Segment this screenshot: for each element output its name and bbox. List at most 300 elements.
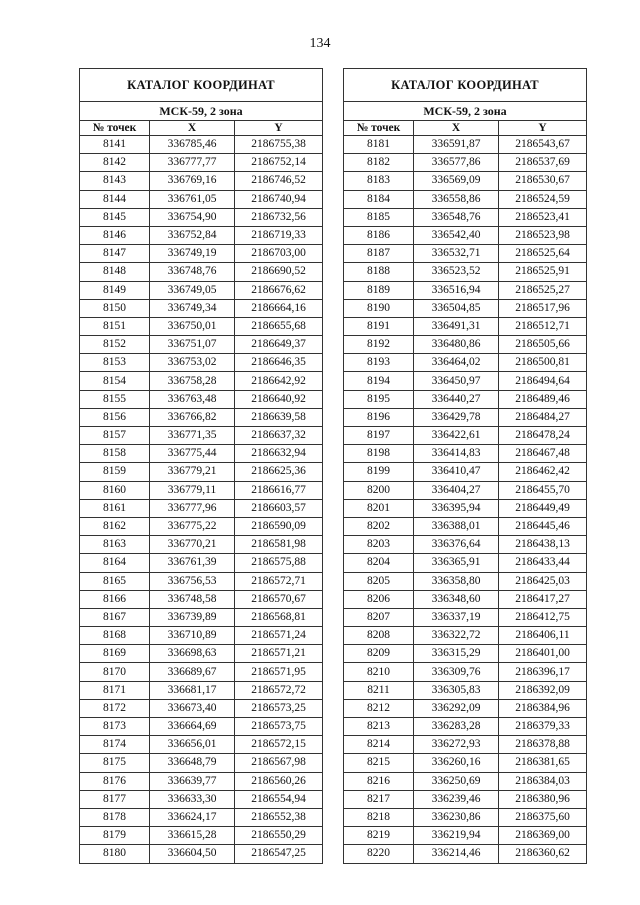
x-coordinate-cell: 336577,86: [414, 154, 499, 172]
y-coordinate-cell: 2186554,94: [235, 790, 323, 808]
table-row: [344, 299, 587, 317]
y-coordinate-cell: 2186625,36: [235, 463, 323, 481]
x-coordinate-cell: 336753,02: [150, 354, 235, 372]
point-number-cell: 8178: [80, 808, 150, 826]
x-coordinate-cell: 336749,19: [150, 245, 235, 263]
y-coordinate-cell: 2186581,98: [235, 536, 323, 554]
x-coordinate-cell: 336624,17: [150, 808, 235, 826]
y-coordinate-cell: 2186494,64: [499, 372, 587, 390]
table-row: [80, 245, 323, 263]
table-row: [80, 172, 323, 190]
x-coordinate-cell: 336748,76: [150, 263, 235, 281]
x-coordinate-cell: 336749,34: [150, 299, 235, 317]
table-row: [80, 463, 323, 481]
table-row: [344, 263, 587, 281]
y-coordinate-cell: 2186572,72: [235, 681, 323, 699]
y-coordinate-cell: 2186537,69: [499, 154, 587, 172]
y-coordinate-cell: 2186462,42: [499, 463, 587, 481]
catalog-zone: МСК-59, 2 зона: [80, 102, 323, 121]
column-header-y: Y: [235, 121, 323, 136]
x-coordinate-cell: 336309,76: [414, 663, 499, 681]
table-row: [80, 718, 323, 736]
point-number-cell: 8200: [344, 481, 414, 499]
x-coordinate-cell: 336591,87: [414, 136, 499, 154]
x-coordinate-cell: 336710,89: [150, 627, 235, 645]
y-coordinate-cell: 2186512,71: [499, 317, 587, 335]
y-coordinate-cell: 2186567,98: [235, 754, 323, 772]
y-coordinate-cell: 2186378,88: [499, 736, 587, 754]
catalog-body: [80, 136, 323, 864]
table-row: [80, 390, 323, 408]
y-coordinate-cell: 2186550,29: [235, 827, 323, 845]
y-coordinate-cell: 2186632,94: [235, 445, 323, 463]
x-coordinate-cell: 336775,44: [150, 445, 235, 463]
table-row: [80, 445, 323, 463]
table-row: [344, 827, 587, 845]
x-coordinate-cell: 336777,96: [150, 499, 235, 517]
point-number-cell: 8216: [344, 772, 414, 790]
point-number-cell: 8205: [344, 572, 414, 590]
point-number-cell: 8161: [80, 499, 150, 517]
y-coordinate-cell: 2186425,03: [499, 572, 587, 590]
table-row: [80, 408, 323, 426]
table-row: [344, 845, 587, 863]
page-number: 134: [309, 36, 331, 51]
point-number-cell: 8171: [80, 681, 150, 699]
point-number-cell: 8188: [344, 263, 414, 281]
y-coordinate-cell: 2186570,67: [235, 590, 323, 608]
y-coordinate-cell: 2186455,70: [499, 481, 587, 499]
table-row: [80, 645, 323, 663]
point-number-cell: 8193: [344, 354, 414, 372]
y-coordinate-cell: 2186642,92: [235, 372, 323, 390]
y-coordinate-cell: 2186603,57: [235, 499, 323, 517]
point-number-cell: 8150: [80, 299, 150, 317]
column-header-y: Y: [499, 121, 587, 136]
x-coordinate-cell: 336404,27: [414, 481, 499, 499]
y-coordinate-cell: 2186639,58: [235, 408, 323, 426]
point-number-cell: 8172: [80, 699, 150, 717]
point-number-cell: 8220: [344, 845, 414, 863]
point-number-cell: 8212: [344, 699, 414, 717]
x-coordinate-cell: 336395,94: [414, 499, 499, 517]
x-coordinate-cell: 336770,21: [150, 536, 235, 554]
column-header-x: X: [414, 121, 499, 136]
table-row: [344, 190, 587, 208]
point-number-cell: 8210: [344, 663, 414, 681]
table-row: [344, 208, 587, 226]
y-coordinate-cell: 2186517,96: [499, 299, 587, 317]
point-number-cell: 8155: [80, 390, 150, 408]
point-number-cell: 8176: [80, 772, 150, 790]
y-coordinate-cell: 2186505,66: [499, 336, 587, 354]
y-coordinate-cell: 2186380,96: [499, 790, 587, 808]
x-coordinate-cell: 336761,39: [150, 554, 235, 572]
x-coordinate-cell: 336754,90: [150, 208, 235, 226]
x-coordinate-cell: 336548,76: [414, 208, 499, 226]
table-row: [80, 554, 323, 572]
table-row: [344, 226, 587, 244]
y-coordinate-cell: 2186573,25: [235, 699, 323, 717]
x-coordinate-cell: 336761,05: [150, 190, 235, 208]
table-row: [344, 281, 587, 299]
y-coordinate-cell: 2186547,25: [235, 845, 323, 863]
x-coordinate-cell: 336779,11: [150, 481, 235, 499]
y-coordinate-cell: 2186478,24: [499, 427, 587, 445]
y-coordinate-cell: 2186560,26: [235, 772, 323, 790]
table-row: [80, 499, 323, 517]
x-coordinate-cell: 336450,97: [414, 372, 499, 390]
x-coordinate-cell: 336464,02: [414, 354, 499, 372]
table-row: [344, 427, 587, 445]
table-row: [80, 208, 323, 226]
y-coordinate-cell: 2186523,98: [499, 226, 587, 244]
point-number-cell: 8174: [80, 736, 150, 754]
point-number-cell: 8154: [80, 372, 150, 390]
x-coordinate-cell: 336239,46: [414, 790, 499, 808]
catalog-title: КАТАЛОГ КООРДИНАТ: [80, 69, 323, 102]
y-coordinate-cell: 2186571,95: [235, 663, 323, 681]
y-coordinate-cell: 2186449,49: [499, 499, 587, 517]
y-coordinate-cell: 2186746,52: [235, 172, 323, 190]
point-number-cell: 8202: [344, 517, 414, 535]
column-header-x: X: [150, 121, 235, 136]
y-coordinate-cell: 2186590,09: [235, 517, 323, 535]
x-coordinate-cell: 336410,47: [414, 463, 499, 481]
y-coordinate-cell: 2186381,65: [499, 754, 587, 772]
point-number-cell: 8177: [80, 790, 150, 808]
y-coordinate-cell: 2186525,91: [499, 263, 587, 281]
table-row: [80, 336, 323, 354]
y-coordinate-cell: 2186752,14: [235, 154, 323, 172]
x-coordinate-cell: 336214,46: [414, 845, 499, 863]
point-number-cell: 8182: [344, 154, 414, 172]
point-number-cell: 8144: [80, 190, 150, 208]
point-number-cell: 8215: [344, 754, 414, 772]
point-number-cell: 8143: [80, 172, 150, 190]
table-row: [344, 681, 587, 699]
table-row: [344, 554, 587, 572]
table-row: [344, 736, 587, 754]
point-number-cell: 8184: [344, 190, 414, 208]
point-number-cell: 8169: [80, 645, 150, 663]
x-coordinate-cell: 336785,46: [150, 136, 235, 154]
y-coordinate-cell: 2186575,88: [235, 554, 323, 572]
point-number-cell: 8141: [80, 136, 150, 154]
table-row: [80, 590, 323, 608]
y-coordinate-cell: 2186384,03: [499, 772, 587, 790]
x-coordinate-cell: 336348,60: [414, 590, 499, 608]
point-number-cell: 8145: [80, 208, 150, 226]
table-row: [80, 226, 323, 244]
point-number-cell: 8153: [80, 354, 150, 372]
table-row: [344, 136, 587, 154]
point-number-cell: 8219: [344, 827, 414, 845]
point-number-cell: 8181: [344, 136, 414, 154]
y-coordinate-cell: 2186412,75: [499, 608, 587, 626]
table-row: [344, 663, 587, 681]
point-number-cell: 8146: [80, 226, 150, 244]
x-coordinate-cell: 336504,85: [414, 299, 499, 317]
y-coordinate-cell: 2186524,59: [499, 190, 587, 208]
x-coordinate-cell: 336750,01: [150, 317, 235, 335]
point-number-cell: 8152: [80, 336, 150, 354]
point-number-cell: 8186: [344, 226, 414, 244]
y-coordinate-cell: 2186392,09: [499, 681, 587, 699]
point-number-cell: 8199: [344, 463, 414, 481]
x-coordinate-cell: 336322,72: [414, 627, 499, 645]
x-coordinate-cell: 336250,69: [414, 772, 499, 790]
x-coordinate-cell: 336414,83: [414, 445, 499, 463]
y-coordinate-cell: 2186530,67: [499, 172, 587, 190]
y-coordinate-cell: 2186690,52: [235, 263, 323, 281]
point-number-cell: 8147: [80, 245, 150, 263]
point-number-cell: 8163: [80, 536, 150, 554]
table-row: [344, 517, 587, 535]
point-number-cell: 8204: [344, 554, 414, 572]
x-coordinate-cell: 336422,61: [414, 427, 499, 445]
x-coordinate-cell: 336656,01: [150, 736, 235, 754]
x-coordinate-cell: 336532,71: [414, 245, 499, 263]
point-number-cell: 8142: [80, 154, 150, 172]
table-row: [344, 590, 587, 608]
point-number-cell: 8217: [344, 790, 414, 808]
point-number-cell: 8211: [344, 681, 414, 699]
table-row: [344, 354, 587, 372]
point-number-cell: 8195: [344, 390, 414, 408]
x-coordinate-cell: 336569,09: [414, 172, 499, 190]
point-number-cell: 8168: [80, 627, 150, 645]
table-row: [80, 136, 323, 154]
table-row: [80, 481, 323, 499]
x-coordinate-cell: 336751,07: [150, 336, 235, 354]
table-row: [80, 263, 323, 281]
point-number-cell: 8149: [80, 281, 150, 299]
y-coordinate-cell: 2186484,27: [499, 408, 587, 426]
table-row: [344, 645, 587, 663]
point-number-cell: 8165: [80, 572, 150, 590]
x-coordinate-cell: 336219,94: [414, 827, 499, 845]
x-coordinate-cell: 336440,27: [414, 390, 499, 408]
table-row: [80, 517, 323, 535]
table-row: [80, 299, 323, 317]
y-coordinate-cell: 2186445,46: [499, 517, 587, 535]
y-coordinate-cell: 2186379,33: [499, 718, 587, 736]
x-coordinate-cell: 336376,64: [414, 536, 499, 554]
point-number-cell: 8166: [80, 590, 150, 608]
point-number-cell: 8151: [80, 317, 150, 335]
table-row: [344, 408, 587, 426]
table-row: [80, 536, 323, 554]
x-coordinate-cell: 336523,52: [414, 263, 499, 281]
x-coordinate-cell: 336230,86: [414, 808, 499, 826]
table-row: [80, 154, 323, 172]
x-coordinate-cell: 336283,28: [414, 718, 499, 736]
point-number-cell: 8187: [344, 245, 414, 263]
y-coordinate-cell: 2186719,33: [235, 226, 323, 244]
y-coordinate-cell: 2186568,81: [235, 608, 323, 626]
point-number-cell: 8148: [80, 263, 150, 281]
point-number-cell: 8162: [80, 517, 150, 535]
point-number-cell: 8209: [344, 645, 414, 663]
x-coordinate-cell: 336673,40: [150, 699, 235, 717]
y-coordinate-cell: 2186525,27: [499, 281, 587, 299]
x-coordinate-cell: 336305,83: [414, 681, 499, 699]
point-number-cell: 8206: [344, 590, 414, 608]
y-coordinate-cell: 2186396,17: [499, 663, 587, 681]
table-row: [344, 336, 587, 354]
y-coordinate-cell: 2186438,13: [499, 536, 587, 554]
y-coordinate-cell: 2186573,75: [235, 718, 323, 736]
point-number-cell: 8196: [344, 408, 414, 426]
catalog-zone: МСК-59, 2 зона: [344, 102, 587, 121]
y-coordinate-cell: 2186572,15: [235, 736, 323, 754]
table-row: [80, 790, 323, 808]
y-coordinate-cell: 2186375,60: [499, 808, 587, 826]
table-row: [80, 427, 323, 445]
point-number-cell: 8180: [80, 845, 150, 863]
x-coordinate-cell: 336272,93: [414, 736, 499, 754]
x-coordinate-cell: 336698,63: [150, 645, 235, 663]
point-number-cell: 8214: [344, 736, 414, 754]
point-number-cell: 8173: [80, 718, 150, 736]
point-number-cell: 8160: [80, 481, 150, 499]
x-coordinate-cell: 336315,29: [414, 645, 499, 663]
point-number-cell: 8170: [80, 663, 150, 681]
table-row: [80, 354, 323, 372]
table-row: [80, 608, 323, 626]
x-coordinate-cell: 336775,22: [150, 517, 235, 535]
table-row: [344, 699, 587, 717]
point-number-cell: 8175: [80, 754, 150, 772]
point-number-cell: 8207: [344, 608, 414, 626]
point-number-cell: 8157: [80, 427, 150, 445]
y-coordinate-cell: 2186525,64: [499, 245, 587, 263]
table-row: [344, 445, 587, 463]
y-coordinate-cell: 2186500,81: [499, 354, 587, 372]
point-number-cell: 8185: [344, 208, 414, 226]
y-coordinate-cell: 2186571,21: [235, 645, 323, 663]
x-coordinate-cell: 336516,94: [414, 281, 499, 299]
y-coordinate-cell: 2186646,35: [235, 354, 323, 372]
y-coordinate-cell: 2186572,71: [235, 572, 323, 590]
x-coordinate-cell: 336429,78: [414, 408, 499, 426]
table-row: [80, 845, 323, 863]
y-coordinate-cell: 2186676,62: [235, 281, 323, 299]
table-row: [80, 190, 323, 208]
table-row: [344, 627, 587, 645]
y-coordinate-cell: 2186401,00: [499, 645, 587, 663]
x-coordinate-cell: 336491,31: [414, 317, 499, 335]
x-coordinate-cell: 336604,50: [150, 845, 235, 863]
y-coordinate-cell: 2186703,00: [235, 245, 323, 263]
x-coordinate-cell: 336739,89: [150, 608, 235, 626]
column-header-point-number: № точек: [80, 121, 150, 136]
x-coordinate-cell: 336779,21: [150, 463, 235, 481]
table-row: [80, 827, 323, 845]
table-row: [80, 808, 323, 826]
table-row: [80, 772, 323, 790]
point-number-cell: 8218: [344, 808, 414, 826]
table-row: [344, 754, 587, 772]
x-coordinate-cell: 336664,69: [150, 718, 235, 736]
coordinate-catalog-left: [79, 68, 323, 864]
point-number-cell: 8156: [80, 408, 150, 426]
y-coordinate-cell: 2186489,46: [499, 390, 587, 408]
table-row: [80, 572, 323, 590]
point-number-cell: 8208: [344, 627, 414, 645]
table-row: [344, 499, 587, 517]
table-row: [80, 699, 323, 717]
point-number-cell: 8159: [80, 463, 150, 481]
point-number-cell: 8158: [80, 445, 150, 463]
table-row: [80, 317, 323, 335]
x-coordinate-cell: 336758,28: [150, 372, 235, 390]
table-row: [80, 372, 323, 390]
y-coordinate-cell: 2186433,44: [499, 554, 587, 572]
x-coordinate-cell: 336748,58: [150, 590, 235, 608]
y-coordinate-cell: 2186655,68: [235, 317, 323, 335]
table-row: [344, 372, 587, 390]
point-number-cell: 8198: [344, 445, 414, 463]
table-row: [344, 536, 587, 554]
y-coordinate-cell: 2186543,67: [499, 136, 587, 154]
y-coordinate-cell: 2186732,56: [235, 208, 323, 226]
catalog-title: КАТАЛОГ КООРДИНАТ: [344, 69, 587, 102]
y-coordinate-cell: 2186571,24: [235, 627, 323, 645]
table-row: [344, 154, 587, 172]
table-row: [80, 281, 323, 299]
table-row: [80, 754, 323, 772]
table-row: [344, 481, 587, 499]
column-header-point-number: № точек: [344, 121, 414, 136]
x-coordinate-cell: 336756,53: [150, 572, 235, 590]
y-coordinate-cell: 2186360,62: [499, 845, 587, 863]
x-coordinate-cell: 336542,40: [414, 226, 499, 244]
y-coordinate-cell: 2186649,37: [235, 336, 323, 354]
y-coordinate-cell: 2186467,48: [499, 445, 587, 463]
x-coordinate-cell: 336615,28: [150, 827, 235, 845]
x-coordinate-cell: 336763,48: [150, 390, 235, 408]
x-coordinate-cell: 336749,05: [150, 281, 235, 299]
y-coordinate-cell: 2186406,11: [499, 627, 587, 645]
table-row: [80, 627, 323, 645]
point-number-cell: 8179: [80, 827, 150, 845]
y-coordinate-cell: 2186740,94: [235, 190, 323, 208]
x-coordinate-cell: 336681,17: [150, 681, 235, 699]
y-coordinate-cell: 2186384,96: [499, 699, 587, 717]
x-coordinate-cell: 336633,30: [150, 790, 235, 808]
point-number-cell: 8213: [344, 718, 414, 736]
x-coordinate-cell: 336358,80: [414, 572, 499, 590]
table-row: [344, 317, 587, 335]
table-row: [344, 572, 587, 590]
y-coordinate-cell: 2186755,38: [235, 136, 323, 154]
point-number-cell: 8183: [344, 172, 414, 190]
x-coordinate-cell: 336769,16: [150, 172, 235, 190]
y-coordinate-cell: 2186616,77: [235, 481, 323, 499]
x-coordinate-cell: 336777,77: [150, 154, 235, 172]
table-row: [80, 663, 323, 681]
y-coordinate-cell: 2186664,16: [235, 299, 323, 317]
x-coordinate-cell: 336771,35: [150, 427, 235, 445]
table-row: [80, 681, 323, 699]
x-coordinate-cell: 336388,01: [414, 517, 499, 535]
table-row: [80, 736, 323, 754]
point-number-cell: 8197: [344, 427, 414, 445]
x-coordinate-cell: 336648,79: [150, 754, 235, 772]
y-coordinate-cell: 2186640,92: [235, 390, 323, 408]
